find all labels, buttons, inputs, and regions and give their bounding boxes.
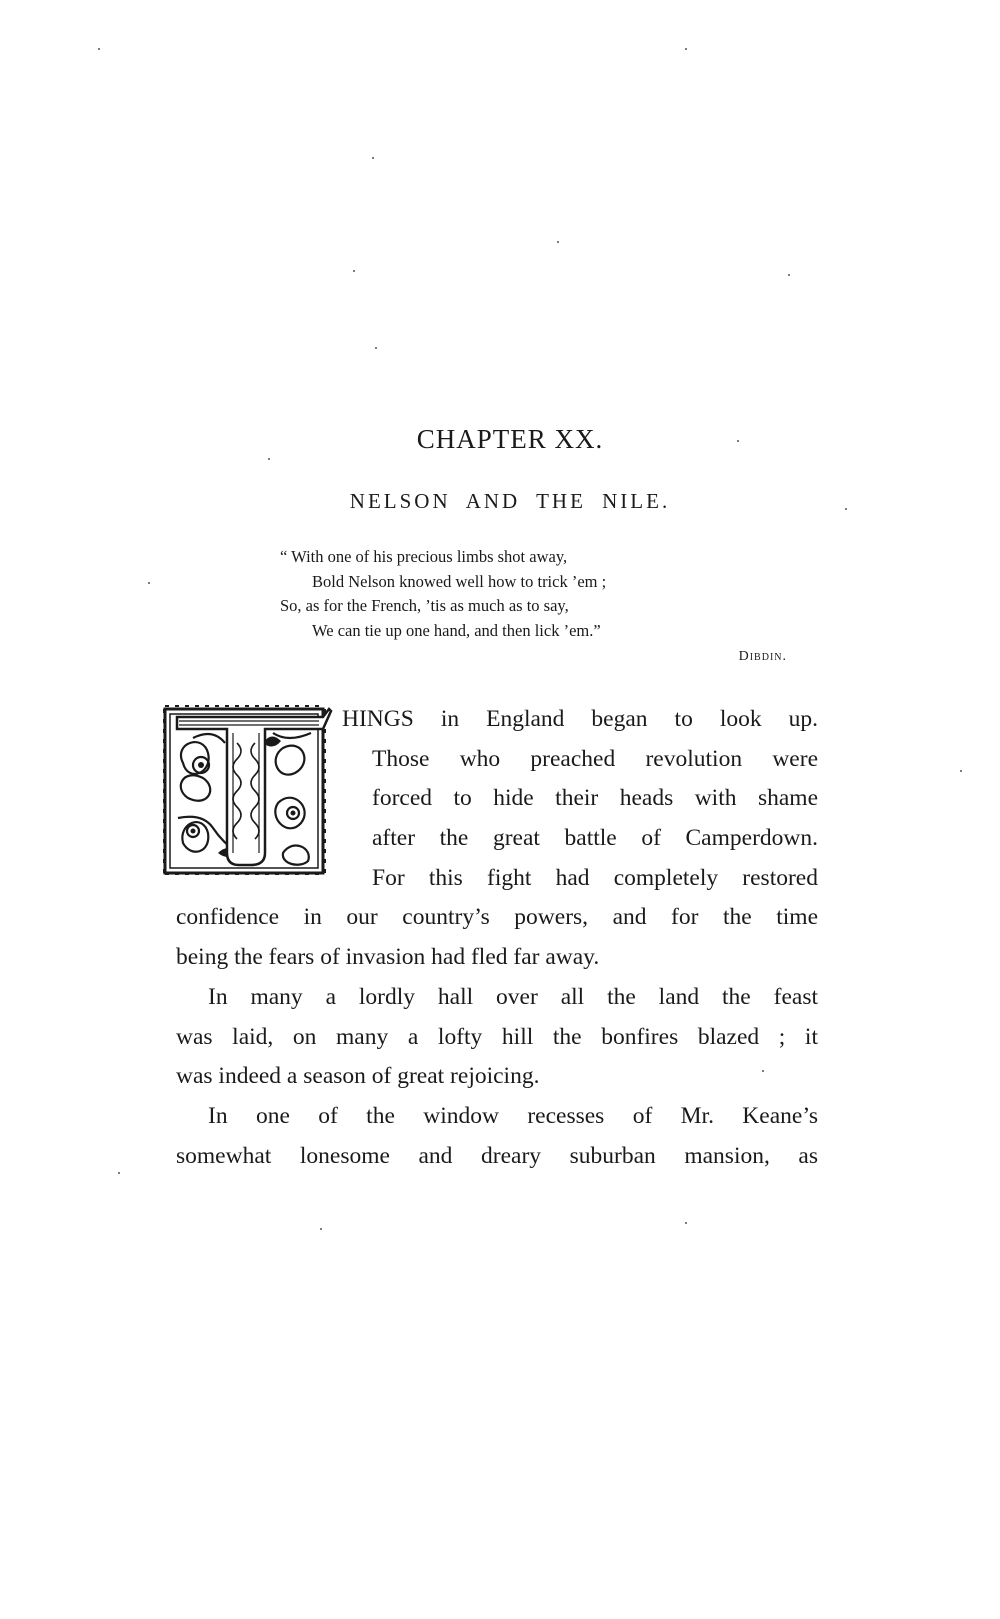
scan-speck — [268, 458, 270, 460]
scan-speck — [788, 274, 790, 276]
text-line: HINGS in England began to look up. — [342, 706, 818, 732]
text-line: In many a lordly hall over all the land the feast — [208, 983, 818, 1010]
text-line: For this fight had completely restored — [372, 864, 818, 891]
epigraph — [280, 545, 780, 643]
scan-speck — [98, 48, 100, 50]
scan-speck — [320, 1228, 322, 1230]
chapter-title: NELSON AND THE NILE. — [349, 489, 671, 513]
text-line: confidence in our country’s powers, and for the time — [176, 904, 818, 931]
epigraph-line: So, as for the French, ’tis as much as to say, — [280, 596, 569, 615]
scan-speck — [685, 1222, 687, 1224]
text-line: Those who preached revolution were — [372, 745, 818, 772]
body-text — [176, 700, 818, 1176]
scan-speck — [372, 157, 374, 159]
text-line: somewhat lonesome and dreary suburban mansion, as — [176, 1142, 818, 1169]
scan-speck — [375, 347, 377, 349]
chapter-heading: CHAPTER XX. — [416, 424, 604, 454]
scan-speck — [960, 770, 962, 772]
text-line: after the great battle of Camperdown. — [372, 825, 818, 852]
text-line: was indeed a season of great rejoicing. — [176, 1063, 540, 1090]
epigraph-line: “ With one of his precious limbs shot away, — [280, 547, 568, 566]
scan-speck — [148, 582, 150, 584]
scan-speck — [353, 270, 355, 272]
scan-speck — [685, 48, 687, 50]
text-line: forced to hide their heads with shame — [372, 785, 818, 812]
text-line: being the fears of invasion had fled far away. — [176, 944, 600, 971]
scan-speck — [557, 241, 559, 243]
text-line: In one of the window recesses of Mr. Keane’s — [208, 1102, 818, 1129]
epigraph-attribution: Dibdin. — [738, 649, 787, 664]
epigraph-line: We can tie up one hand, and then lick ’em.” — [312, 620, 601, 640]
epigraph-line: Bold Nelson knowed well how to trick ’em ; — [312, 571, 607, 591]
text-line: was laid, on many a lofty hill the bonfires blazed ; it — [176, 1023, 818, 1050]
scan-speck — [118, 1172, 120, 1174]
